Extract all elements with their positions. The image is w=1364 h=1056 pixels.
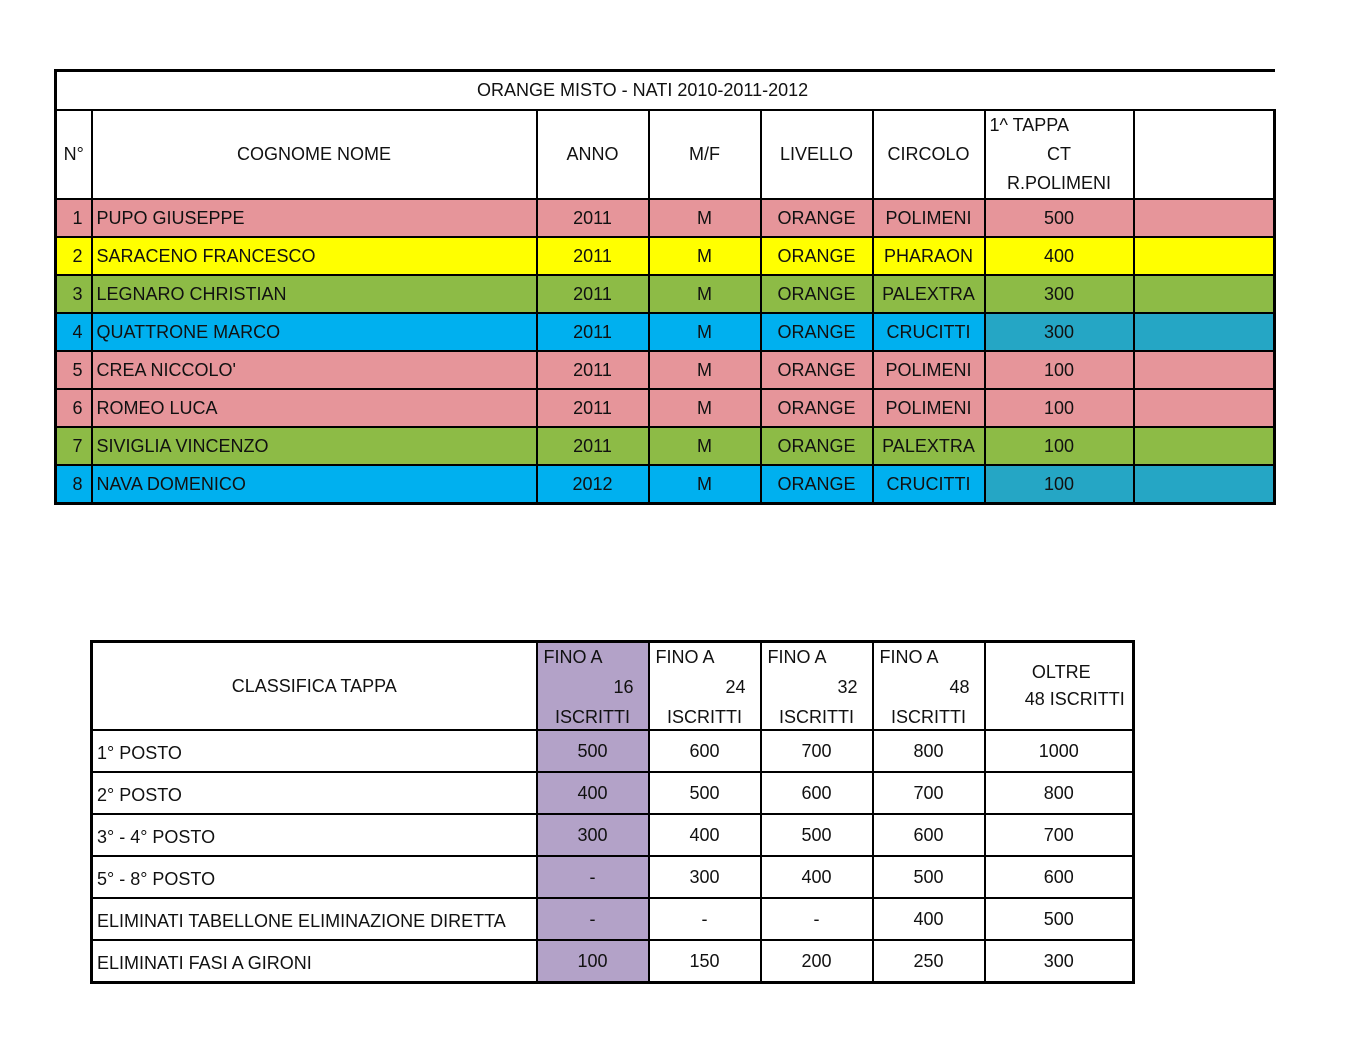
player-name: NAVA DOMENICO (92, 465, 537, 504)
header-tappa (985, 110, 1134, 199)
header-circolo: CIRCOLO (873, 110, 985, 199)
points-value: 600 (649, 730, 761, 772)
points-value: 800 (873, 730, 985, 772)
rank-number: 4 (56, 313, 92, 351)
column-header-line1: FINO A (879, 647, 939, 667)
table-row (92, 730, 1134, 772)
table-row (92, 940, 1134, 983)
placement-label: 1° POSTO (92, 730, 537, 772)
birth-year: 2011 (537, 313, 649, 351)
header-name: COGNOME NOME (92, 110, 537, 199)
points-value: 600 (985, 856, 1134, 898)
placement-label: 2° POSTO (92, 772, 537, 814)
stage-points: 400 (985, 237, 1134, 275)
rank-number: 6 (56, 389, 92, 427)
points-value: 500 (649, 772, 761, 814)
gender: M (649, 465, 761, 504)
points-value: 500 (873, 856, 985, 898)
table-row (92, 772, 1134, 814)
gender: M (649, 427, 761, 465)
table-row (56, 465, 1275, 504)
points-rows (92, 730, 1134, 983)
player-name: QUATTRONE MARCO (92, 313, 537, 351)
points-value: 700 (873, 772, 985, 814)
gender: M (649, 199, 761, 237)
column-header-line2: 32 (837, 677, 858, 697)
header-tappa-line2: CT (1047, 144, 1071, 164)
placement-label: 3° - 4° POSTO (92, 814, 537, 856)
placement-label: ELIMINATI FASI A GIRONI (92, 940, 537, 983)
gender: M (649, 313, 761, 351)
points-value: 300 (649, 856, 761, 898)
points-value: - (537, 898, 649, 940)
rank-number: 2 (56, 237, 92, 275)
table-row (56, 237, 1275, 275)
extra-cell (1134, 465, 1275, 504)
points-value: 600 (873, 814, 985, 856)
player-name: SIVIGLIA VINCENZO (92, 427, 537, 465)
table-row (56, 427, 1275, 465)
player-name: CREA NICCOLO' (92, 351, 537, 389)
column-header-3 (761, 642, 873, 731)
extra-cell (1134, 237, 1275, 275)
extra-cell (1134, 275, 1275, 313)
club: POLIMENI (873, 351, 985, 389)
table-row (56, 275, 1275, 313)
rank-number: 3 (56, 275, 92, 313)
points-value: 200 (761, 940, 873, 983)
club: POLIMENI (873, 389, 985, 427)
column-header-line2: 16 (613, 677, 634, 697)
level: ORANGE (761, 199, 873, 237)
birth-year: 2011 (537, 389, 649, 427)
table-row (92, 814, 1134, 856)
extra-cell (1134, 199, 1275, 237)
rank-number: 7 (56, 427, 92, 465)
column-header-line1: OLTRE (1031, 662, 1091, 682)
points-value: - (649, 898, 761, 940)
column-header-1 (537, 642, 649, 731)
points-value: 600 (761, 772, 873, 814)
level: ORANGE (761, 427, 873, 465)
column-header-4 (873, 642, 985, 731)
level: ORANGE (761, 275, 873, 313)
ranking-table (54, 69, 1276, 505)
rank-number: 5 (56, 351, 92, 389)
column-header-line1: FINO A (767, 647, 827, 667)
points-value: 800 (985, 772, 1134, 814)
rank-number: 1 (56, 199, 92, 237)
level: ORANGE (761, 465, 873, 504)
level: ORANGE (761, 351, 873, 389)
column-header-2 (649, 642, 761, 731)
gender: M (649, 389, 761, 427)
points-value: 250 (873, 940, 985, 983)
birth-year: 2011 (537, 351, 649, 389)
header-anno: ANNO (537, 110, 649, 199)
level: ORANGE (761, 237, 873, 275)
table-row (92, 856, 1134, 898)
stage-points: 300 (985, 313, 1134, 351)
points-table (90, 640, 1135, 984)
extra-cell (1134, 351, 1275, 389)
rank-number: 8 (56, 465, 92, 504)
points-value: 100 (537, 940, 649, 983)
points-value: 400 (761, 856, 873, 898)
club: CRUCITTI (873, 313, 985, 351)
stage-points: 100 (985, 389, 1134, 427)
points-value: - (761, 898, 873, 940)
club: PHARAON (873, 237, 985, 275)
points-value: 400 (537, 772, 649, 814)
column-header-line1: FINO A (655, 647, 715, 667)
table-row (56, 313, 1275, 351)
club: CRUCITTI (873, 465, 985, 504)
column-header-line3: ISCRITTI (779, 707, 854, 727)
player-name: LEGNARO CHRISTIAN (92, 275, 537, 313)
points-value: 300 (985, 940, 1134, 983)
placement-label: ELIMINATI TABELLONE ELIMINAZIONE DIRETTA (92, 898, 537, 940)
points-value: - (537, 856, 649, 898)
extra-cell (1134, 427, 1275, 465)
club: PALEXTRA (873, 275, 985, 313)
header-mf: M/F (649, 110, 761, 199)
gender: M (649, 351, 761, 389)
points-value: 300 (537, 814, 649, 856)
table-row (56, 199, 1275, 237)
player-name: SARACENO FRANCESCO (92, 237, 537, 275)
stage-points: 100 (985, 351, 1134, 389)
level: ORANGE (761, 313, 873, 351)
stage-points: 100 (985, 427, 1134, 465)
column-header-line2: 48 ISCRITTI (1024, 689, 1125, 709)
column-header-line2: 24 (725, 677, 746, 697)
gender: M (649, 275, 761, 313)
column-header-line3: ISCRITTI (555, 707, 630, 727)
column-header-line3: ISCRITTI (667, 707, 742, 727)
points-value: 500 (537, 730, 649, 772)
stage-points: 100 (985, 465, 1134, 504)
header-extra (1134, 110, 1275, 199)
birth-year: 2011 (537, 237, 649, 275)
table-row (56, 351, 1275, 389)
column-header-line3: ISCRITTI (891, 707, 966, 727)
points-value: 400 (873, 898, 985, 940)
points-value: 500 (985, 898, 1134, 940)
club: POLIMENI (873, 199, 985, 237)
points-value: 400 (649, 814, 761, 856)
header-livello: LIVELLO (761, 110, 873, 199)
player-name: PUPO GIUSEPPE (92, 199, 537, 237)
stage-points: 300 (985, 275, 1134, 313)
header-tappa-line1: 1^ TAPPA (989, 115, 1069, 135)
level: ORANGE (761, 389, 873, 427)
column-header-5 (985, 642, 1134, 731)
birth-year: 2012 (537, 465, 649, 504)
ranking-rows (56, 199, 1275, 504)
table-row (92, 898, 1134, 940)
placement-label: 5° - 8° POSTO (92, 856, 537, 898)
club: PALEXTRA (873, 427, 985, 465)
extra-cell (1134, 389, 1275, 427)
points-value: 150 (649, 940, 761, 983)
table-row (56, 389, 1275, 427)
points-value: 700 (985, 814, 1134, 856)
column-header-line2: 48 (949, 677, 970, 697)
points-value: 700 (761, 730, 873, 772)
classifica-tappa-header: CLASSIFICA TAPPA (92, 642, 537, 731)
points-value: 500 (761, 814, 873, 856)
birth-year: 2011 (537, 199, 649, 237)
ranking-title: ORANGE MISTO - NATI 2010-2011-2012 (56, 71, 1134, 111)
stage-points: 500 (985, 199, 1134, 237)
column-header-line1: FINO A (543, 647, 603, 667)
birth-year: 2011 (537, 427, 649, 465)
header-tappa-line3: R.POLIMENI (1006, 173, 1112, 193)
player-name: ROMEO LUCA (92, 389, 537, 427)
extra-cell (1134, 313, 1275, 351)
birth-year: 2011 (537, 275, 649, 313)
gender: M (649, 237, 761, 275)
points-value: 1000 (985, 730, 1134, 772)
header-num: N° (56, 110, 92, 199)
